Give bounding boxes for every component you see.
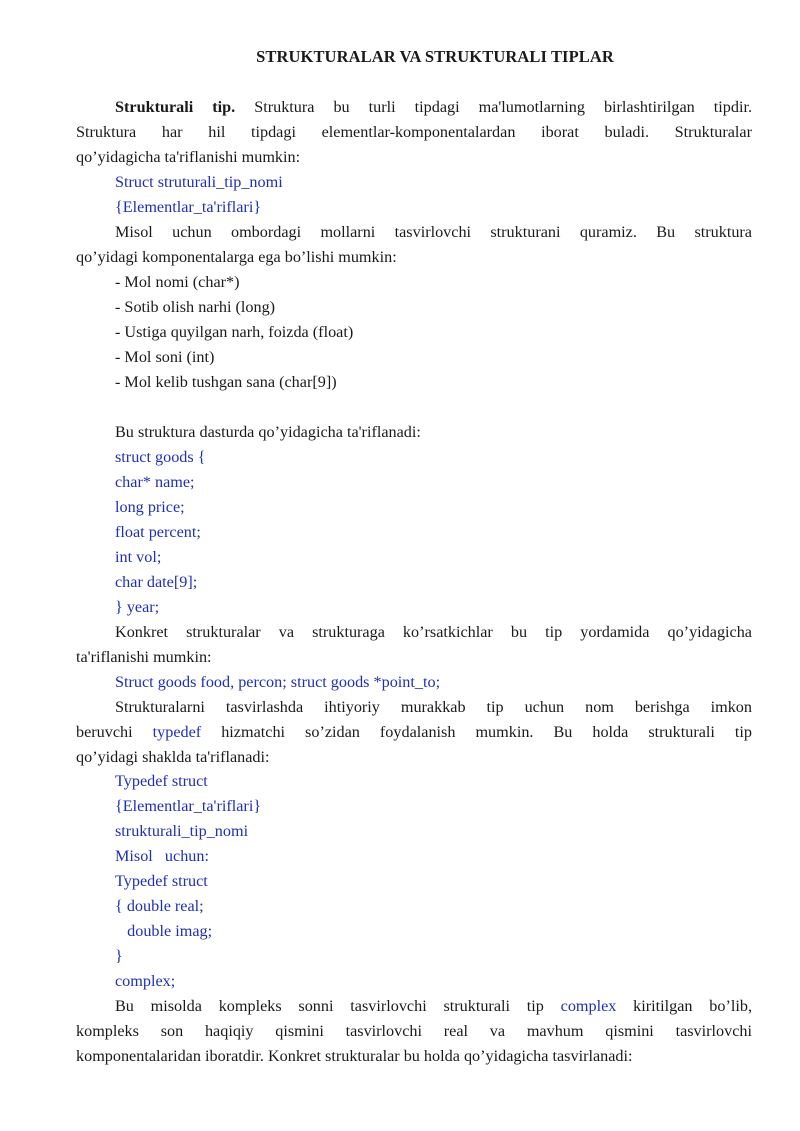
code-line: double imag; (115, 922, 213, 940)
list-item: - Mol nomi (char*) (115, 273, 240, 291)
code-line: Struct goods food, percon; struct goods *point_to; (115, 673, 441, 691)
code-line: strukturali_tip_nomi (115, 822, 249, 840)
term-heading: Strukturali tip. (115, 98, 236, 116)
paragraph-line: komponentalaridan iboratdir. Konkret strukturalar bu holda qo’yidagicha tasvirlanadi: (76, 1047, 633, 1065)
code-line: int vol; (115, 548, 162, 566)
paragraph-line (76, 722, 752, 742)
paragraph-line: qo’yidagicha ta'riflanishi mumkin: (76, 148, 301, 166)
paragraph-line: ta'riflanishi mumkin: (76, 648, 212, 666)
list-item: - Ustiga quyilgan narh, foizda (float) (115, 323, 354, 341)
text-span: beruvchi (76, 723, 153, 741)
code-line: {Elementlar_ta'riflari} (115, 198, 262, 216)
paragraph-line: Struktura har hil tipdagi elementlar-komponentalardan iborat buladi. Strukturalar (76, 123, 752, 141)
list-item: - Mol kelib tushgan sana (char[9]) (115, 373, 337, 391)
text-span: Bu misolda kompleks sonni tasvirlovchi strukturali tip (115, 997, 561, 1015)
code-line: Misol uchun: (115, 847, 209, 865)
paragraph-line: Bu struktura dasturda qo’yidagicha ta'riflanadi: (115, 423, 421, 441)
paragraph-line: Strukturalarni tasvirlashda ihtiyoriy murakkab tip uchun nom berishga imkon (115, 698, 752, 716)
list-item: - Mol soni (int) (115, 348, 215, 366)
text-span: hizmatchi so’zidan foydalanish mumkin. Bu holda strukturali tip (201, 723, 752, 741)
paragraph-line (115, 996, 752, 1016)
code-line: } (115, 947, 123, 965)
paragraph-line: qo’yidagi komponentalarga ega bo’lishi mumkin: (76, 248, 397, 266)
text-span: kiritilgan bo’lib, (616, 997, 752, 1015)
code-line: long price; (115, 498, 185, 516)
code-line: { double real; (115, 897, 204, 915)
paragraph-line (115, 97, 752, 117)
paragraph-line: kompleks son haqiqiy qismini tasvirlovchi real va mavhum qismini tasvirlovchi (76, 1022, 752, 1040)
list-item: - Sotib olish narhi (long) (115, 298, 276, 316)
keyword-complex: complex (560, 997, 617, 1015)
code-line: char date[9]; (115, 573, 198, 591)
keyword-typedef: typedef (152, 723, 202, 741)
code-line: } year; (115, 598, 160, 616)
paragraph-line: Konkret strukturalar va strukturaga ko’rsatkichlar bu tip yordamida qo’yidagicha (115, 623, 752, 641)
code-line: float percent; (115, 523, 201, 541)
code-line: Typedef struct (115, 872, 208, 890)
paragraph-line: Misol uchun ombordagi mollarni tasvirlovchi strukturani quramiz. Bu struktura (115, 223, 752, 241)
page-title: STRUKTURALAR VA STRUKTURALI TIPLAR (256, 47, 614, 66)
code-line: Typedef struct (115, 772, 208, 790)
paragraph-line: qo’yidagi shaklda ta'riflanadi: (76, 748, 270, 766)
code-line: char* name; (115, 473, 195, 491)
code-line: complex; (115, 972, 176, 990)
text-span: Struktura bu turli tipdagi ma'lumotlarning birlashtirilgan tipdir. (235, 98, 752, 116)
code-line: Struct struturali_tip_nomi (115, 173, 283, 191)
code-line: struct goods { (115, 448, 206, 466)
code-line: {Elementlar_ta'riflari} (115, 797, 262, 815)
